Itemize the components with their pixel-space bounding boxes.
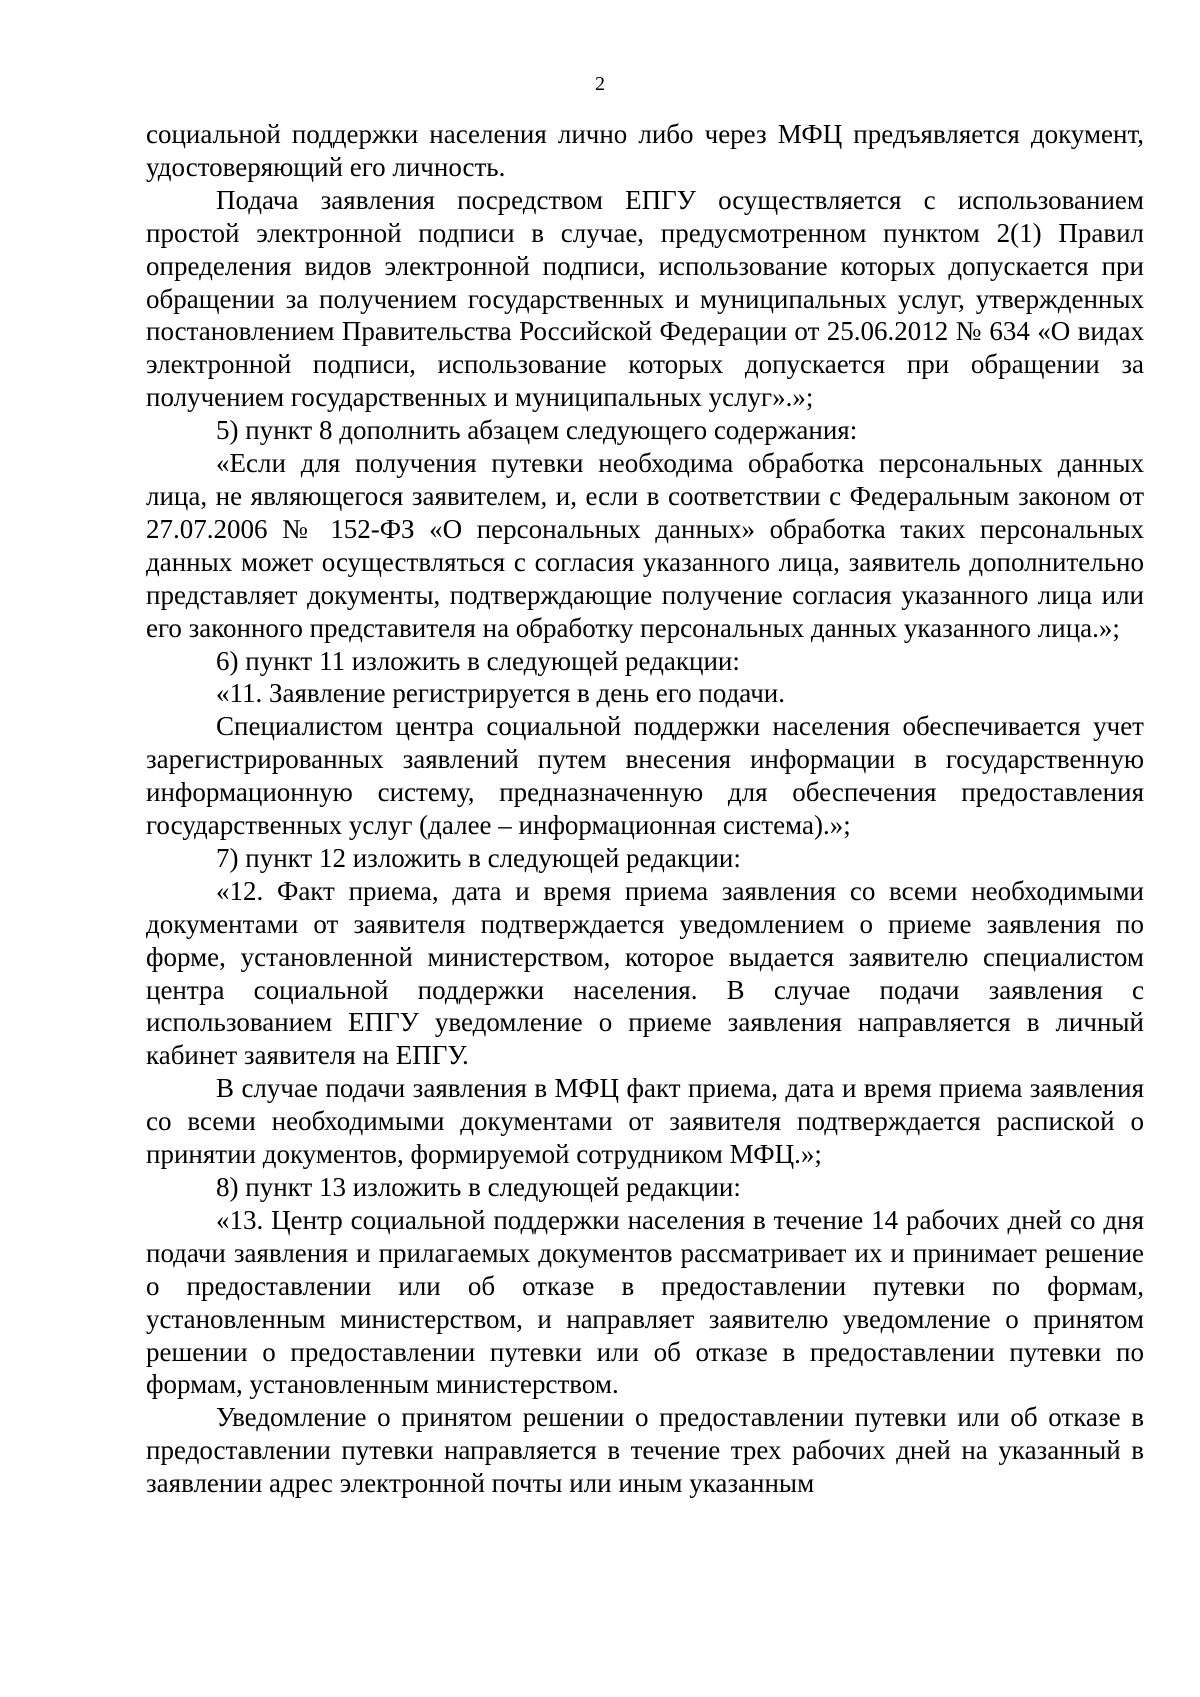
paragraph-13: Уведомление о принятом решении о предоставлении путевки или об отказе в предоставлении путевки направляется в течение трех рабочих дней на указанный в заявлении адрес электронной почты или иным указанным xyxy=(146,1402,1144,1499)
paragraph-7: Специалистом центра социальной поддержки населения обеспечивается учет зарегистрированных заявлений путем внесения информации в государственную информационную систему, предназначенную для обеспечения предоставления государственных услуг (далее – информационная система).»; xyxy=(146,711,1144,841)
paragraph-2: Подача заявления посредством ЕПГУ осуществляется с использованием простой электронной подписи в случае, предусмотренном пунктом 2(1) Правил определения видов электронной подписи, использование которых допускается при обращении за получением государственных и муниципальных услуг, утвержденных постановлением Правительства Российской Федерации от 25.06.2012 № 634 «О видах электронной подписи, использование которых допускается при обращении за получением государственных и муниципальных услуг».»; xyxy=(146,184,1144,413)
paragraph-4: «Если для получения путевки необходима обработка персональных данных лица, не являющегося заявителем, и, если в соответствии с Федеральным законом от 27.07.2006 № 152-ФЗ «О персональных данных» обработка таких персональных данных может осуществляться с согласия указанного лица, заявитель дополнительно представляет документы, подтверждающие получение согласия указанного лица или его законного представителя на обработку персональных данных указанного лица.»; xyxy=(146,448,1144,643)
document-body xyxy=(146,118,1144,1500)
page-number: 2 xyxy=(595,73,605,95)
paragraph-11: 8) пункт 13 изложить в следующей редакции: xyxy=(216,1172,741,1202)
paragraph-10: В случае подачи заявления в МФЦ факт приема, дата и время приема заявления со всеми необходимыми документами от заявителя подтверждается распиской о принятии документов, формируемой сотрудником МФЦ.»; xyxy=(146,1073,1144,1170)
paragraph-1: социальной поддержки населения лично либо через МФЦ предъявляется документ, удостоверяющий его личность. xyxy=(146,119,1144,182)
paragraph-3: 5) пункт 8 дополнить абзацем следующего содержания: xyxy=(216,415,858,446)
paragraph-6: «11. Заявление регистрируется в день его подачи. xyxy=(216,678,785,709)
paragraph-9: «12. Факт приема, дата и время приема заявления со всеми необходимыми документами от заявителя подтверждается уведомлением о приеме заявления по форме, установленной министерством, которое выдается заявителю специалистом центра социальной поддержки населения. В случае подачи заявления с использованием ЕПГУ уведомление о приеме заявления направляется в личный кабинет заявителя на ЕПГУ. xyxy=(146,875,1144,1071)
paragraph-8: 7) пункт 12 изложить в следующей редакции: xyxy=(216,842,741,873)
paragraph-5: 6) пункт 11 изложить в следующей редакции: xyxy=(216,645,740,676)
paragraph-12: «13. Центр социальной поддержки населения в течение 14 рабочих дней со дня подачи заявления и прилагаемых документов рассматривает их и принимает решение о предоставлении или об отказе в предоставлении путевки по формам, установленным министерством, и направляет заявителю уведомление о принятом решении о предоставлении путевки или об отказе в предоставлении путевки по формам, установленным министерством. xyxy=(146,1204,1144,1400)
